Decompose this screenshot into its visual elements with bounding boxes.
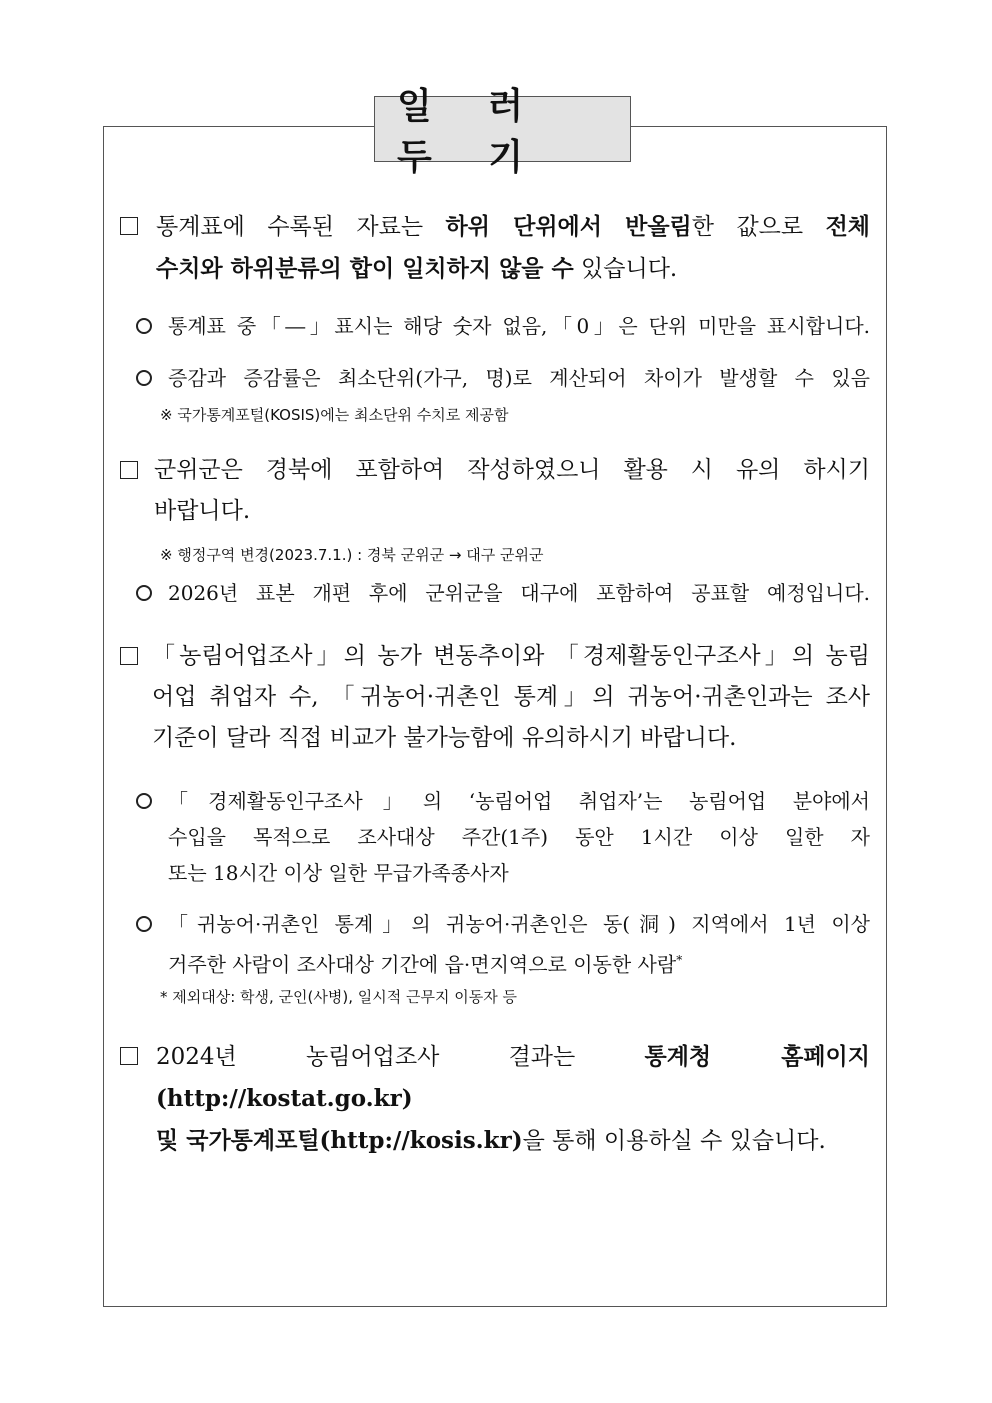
employment-item xyxy=(120,783,870,891)
square-bullet-icon xyxy=(120,461,138,479)
square-bullet-icon xyxy=(120,647,138,665)
comparison-line-3: 기준이 달라 직접 비교가 불가능함에 유의하시기 바랍니다. xyxy=(152,725,737,751)
employment-line-3: 또는 18시간 이상 일한 무급가족종사자 xyxy=(168,861,509,885)
admin-change-note: ※ 행정구역 변경(2023.7.1.) : 경북 군위군 → 대구 군위군 xyxy=(160,546,544,564)
kosis-link: 및 국가통계포털(http://kosis.kr) xyxy=(156,1127,523,1154)
circle-bullet-icon xyxy=(136,318,152,334)
kostat-link: 통계청 홈페이지(http://kostat.go.kr) xyxy=(156,1043,870,1112)
sample-reform-item xyxy=(120,575,870,611)
circle-bullet-icon xyxy=(136,370,152,386)
square-bullet-icon xyxy=(120,217,138,235)
return-farmer-line-1: 「귀농어·귀촌인 통계」의 귀농어·귀촌인은 동(洞) 지역에서 1년 이상 xyxy=(168,912,870,936)
rounding-line-1: 통계표에 수록된 자료는 하위 단위에서 반올림한 값으로 전체 xyxy=(156,213,870,240)
circle-bullet-icon xyxy=(136,793,152,809)
gunwi-line-1: 군위군은 경북에 포함하여 작성하였으니 활용 시 유의 하시기 xyxy=(154,457,870,483)
employment-line-1: 「경제활동인구조사」의 ‘농림어업 취업자’는 농림어업 분야에서 xyxy=(168,789,870,813)
employment-line-2: 수입을 목적으로 조사대상 주간(1주) 동안 1시간 이상 일한 자 xyxy=(168,825,870,849)
page-title: 일 러 두 기 xyxy=(374,96,631,162)
section-comparison xyxy=(120,636,870,759)
section-access xyxy=(120,1036,870,1162)
sample-reform-text: 2026년 표본 개편 후에 군위군을 대구에 포함하여 공표할 예정입니다. xyxy=(168,581,870,605)
gunwi-line-2: 바랍니다. xyxy=(154,498,251,524)
section-gunwi xyxy=(120,450,870,532)
change-rate-text: 증감과 증감률은 최소단위(가구, 명)로 계산되어 차이가 발생할 수 있음 xyxy=(168,366,870,390)
change-rate-item xyxy=(120,360,870,396)
return-farmer-line-2: 거주한 사람이 조사대상 기간에 읍·면지역으로 이동한 사람* xyxy=(168,952,683,977)
kosis-note: ※ 국가통계포털(KOSIS)에는 최소단위 수치로 제공함 xyxy=(160,406,509,424)
comparison-line-1: 「농림어업조사」의 농가 변동추이와 「경제활동인구조사」의 농림 xyxy=(152,643,870,669)
dash-zero-item xyxy=(120,308,870,344)
section-rounding xyxy=(120,206,870,290)
rounding-line-2: 수치와 하위분류의 합이 일치하지 않을 수 있습니다. xyxy=(156,255,678,282)
comparison-line-2: 어업 취업자 수, 「귀농어·귀촌인 통계」의 귀농어·귀촌인과는 조사 xyxy=(152,684,870,710)
access-line-2: 및 국가통계포털(http://kosis.kr)을 통해 이용하실 수 있습니다. xyxy=(156,1127,826,1154)
circle-bullet-icon xyxy=(136,916,152,932)
access-line-1: 2024년 농림어업조사 결과는 통계청 홈페이지(http://kostat.go.kr) xyxy=(156,1043,870,1112)
square-bullet-icon xyxy=(120,1047,138,1065)
exclusion-note: * 제외대상: 학생, 군인(사병), 일시적 근무지 이동자 등 xyxy=(160,988,517,1006)
return-farmer-item xyxy=(120,906,870,983)
dash-zero-text: 통계표 중「―」표시는 해당 숫자 없음,「0」은 단위 미만을 표시합니다. xyxy=(168,314,870,338)
footnote-marker: * xyxy=(676,953,683,967)
circle-bullet-icon xyxy=(136,585,152,601)
